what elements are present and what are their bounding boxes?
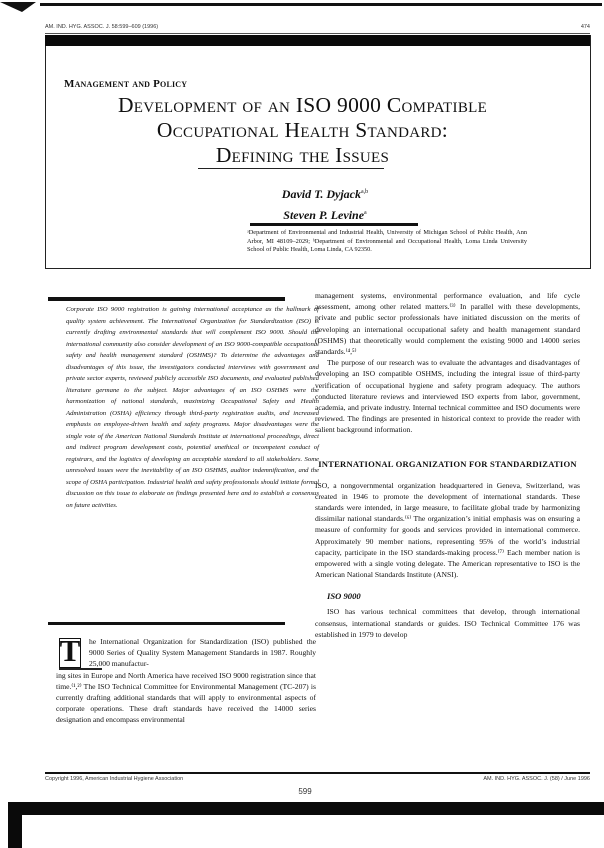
author bbox=[240, 204, 410, 225]
scan-bar bbox=[8, 802, 22, 848]
paragraph: ISO, a nongovernmental organization headquartered in Geneva, Switzerland, was created in 1946 to promote the development of international standards. These standards were intended, in large measure, to facilitate global trade by harmonizing dissimilar national standards.⁽⁶⁾ The organization’s initial emphasis was on ensuring a measure of conformity for goods and services provided in international commerce. Approximately 90 member nations, representing 95% of the world’s industrial capacity, participate in the ISO standards-making process.⁽⁷⁾ Each member nation is empowered with a single voting delegate. The American representative to ISO is the American National Standards Institute (ANSI). bbox=[315, 480, 580, 580]
intro-paragraph-start: he International Organization for Standardization (ISO) published the 9000 Series of Quality System Management Standards in 1987. Roughly 25,000 manufactur- bbox=[89, 637, 316, 669]
footer bbox=[45, 776, 590, 784]
paragraph: The purpose of our research was to evaluate the advantages and disadvantages of developing an ISO compatible OSHMS, including the integral issue of third-party verification of occupational hygiene and safety program adequacy. The authors conducted literature reviews and interviewed ISO experts from labor, government, academia, and private industry. Internal technical committee and ISO documents were reviewed. The findings are presented in historical context to provide the reader with salient background information. bbox=[315, 358, 580, 435]
journal-issue: AM. IND. HYG. ASSOC. J. (58) / June 1996 bbox=[483, 776, 590, 782]
intro-paragraph bbox=[56, 633, 316, 726]
running-head-journal: AM. IND. HYG. ASSOC. J. 58:599–609 (1996) bbox=[45, 24, 159, 30]
intro-dropcap-block bbox=[56, 633, 316, 670]
divider bbox=[198, 168, 384, 169]
abstract: Corporate ISO 9000 registration is gaining international acceptance as the hallmark of quality system achievement. The International Organization for Standardization (ISO) is currently drafting environmental standards that will complement ISO 9000. Should the international community also consider development of an ISO 9000-compatible occupational safety and health management standard (OSHMS)? To determine the advantages and disadvantages of this issue, the investigators conducted interviews with government and private sector experts, reviewed publicly accessible ISO documents, and evaluated published literature germane to the subject. Major advantages of an ISO OSHMS were the harmonization of national standards, maximizing Occupational Safety and Health Administration (OSHA) efficiency through third-party registration audits, and increased emphasis on employee-driven health and safety programs. Major disadvantages were the single vote of the American National Standards Institute at international proceedings, direct and indirect program development costs, potential unethical or incompetent conduct of registrars, and the logistics of developing an acceptable standard to all stakeholders. Some unresolved issues were the inevitability of an ISO OSHMS, auditor indemnification, and the scope of OSHA participation. Industrial health and safety professionals should initiate formal discussion on this issue to elaborate on findings presented here and to establish a consensus on future activities. bbox=[66, 306, 319, 509]
running-head-page: 474 bbox=[580, 24, 590, 30]
author-affiliation-marker: a,b bbox=[361, 189, 369, 195]
scan-bar bbox=[40, 3, 602, 6]
scan-edge-top bbox=[0, 0, 604, 8]
author-name: Steven P. Levine bbox=[283, 208, 365, 222]
divider bbox=[45, 33, 590, 34]
author bbox=[240, 183, 410, 204]
section-heading: INTERNATIONAL ORGANIZATION FOR STANDARDIZATION bbox=[318, 458, 577, 469]
author-list bbox=[240, 183, 410, 225]
running-head bbox=[45, 24, 590, 32]
dropcap: T bbox=[59, 633, 81, 668]
title-line-2: Occupational Health Standard: bbox=[156, 118, 449, 142]
scan-bar bbox=[8, 802, 604, 815]
intro-paragraph-continued: ing sites in Europe and North America have received ISO 9000 registration since that time.⁽¹,²⁾ The ISO Technical Committee for Environmental Management (TC-207) is currently drafting additional standards that will apply to environmental aspects of corporate operations. These draft standards have received the 14000 series designation and encompass environmental bbox=[56, 670, 316, 725]
page-number: 599 bbox=[298, 787, 312, 796]
paragraph: management systems, environmental performance evaluation, and life cycle assessment, among other related matters.⁽³⁾ In parallel with these developments, private and public sector professionals have initiated discussion on the merits of developing an international occupational safety and health management standard (OSHMS) that theoretically would complement the existing 9000 and 14000 series standards.⁽⁴,⁵⁾ bbox=[315, 291, 580, 357]
title-line-3: Defining the Issues bbox=[215, 143, 390, 167]
divider bbox=[48, 297, 285, 301]
scan-artifact bbox=[0, 2, 36, 12]
article-title bbox=[60, 93, 545, 168]
affiliation: ᵃDepartment of Environmental and Industrial Health, University of Michigan School of Public Health, Ann Arbor, MI 48109–2029; ᵇDepartment of Environmental and Occupational Health, Loma Linda University School of Public Health, Loma Linda, CA 92350. bbox=[247, 229, 527, 254]
title-frame-bar bbox=[45, 35, 590, 46]
divider bbox=[250, 223, 418, 226]
right-column bbox=[315, 290, 580, 640]
divider bbox=[45, 772, 590, 774]
section-label: Management and Policy bbox=[64, 78, 188, 90]
scan-edge-bottom bbox=[8, 802, 604, 848]
subsection-heading: ISO 9000 bbox=[327, 591, 361, 602]
divider bbox=[48, 622, 285, 625]
copyright: Copyright 1996, American Industrial Hygiene Association bbox=[45, 776, 184, 782]
title-line-1: Development of an ISO 9000 Compatible bbox=[117, 93, 488, 117]
paragraph: ISO has various technical committees that develop, through international consensus, international standards or guides. ISO Technical Committee 176 was established in 1979 to develop bbox=[315, 607, 580, 639]
author-name: David T. Dyjack bbox=[281, 187, 362, 201]
author-affiliation-marker: a bbox=[364, 210, 367, 216]
